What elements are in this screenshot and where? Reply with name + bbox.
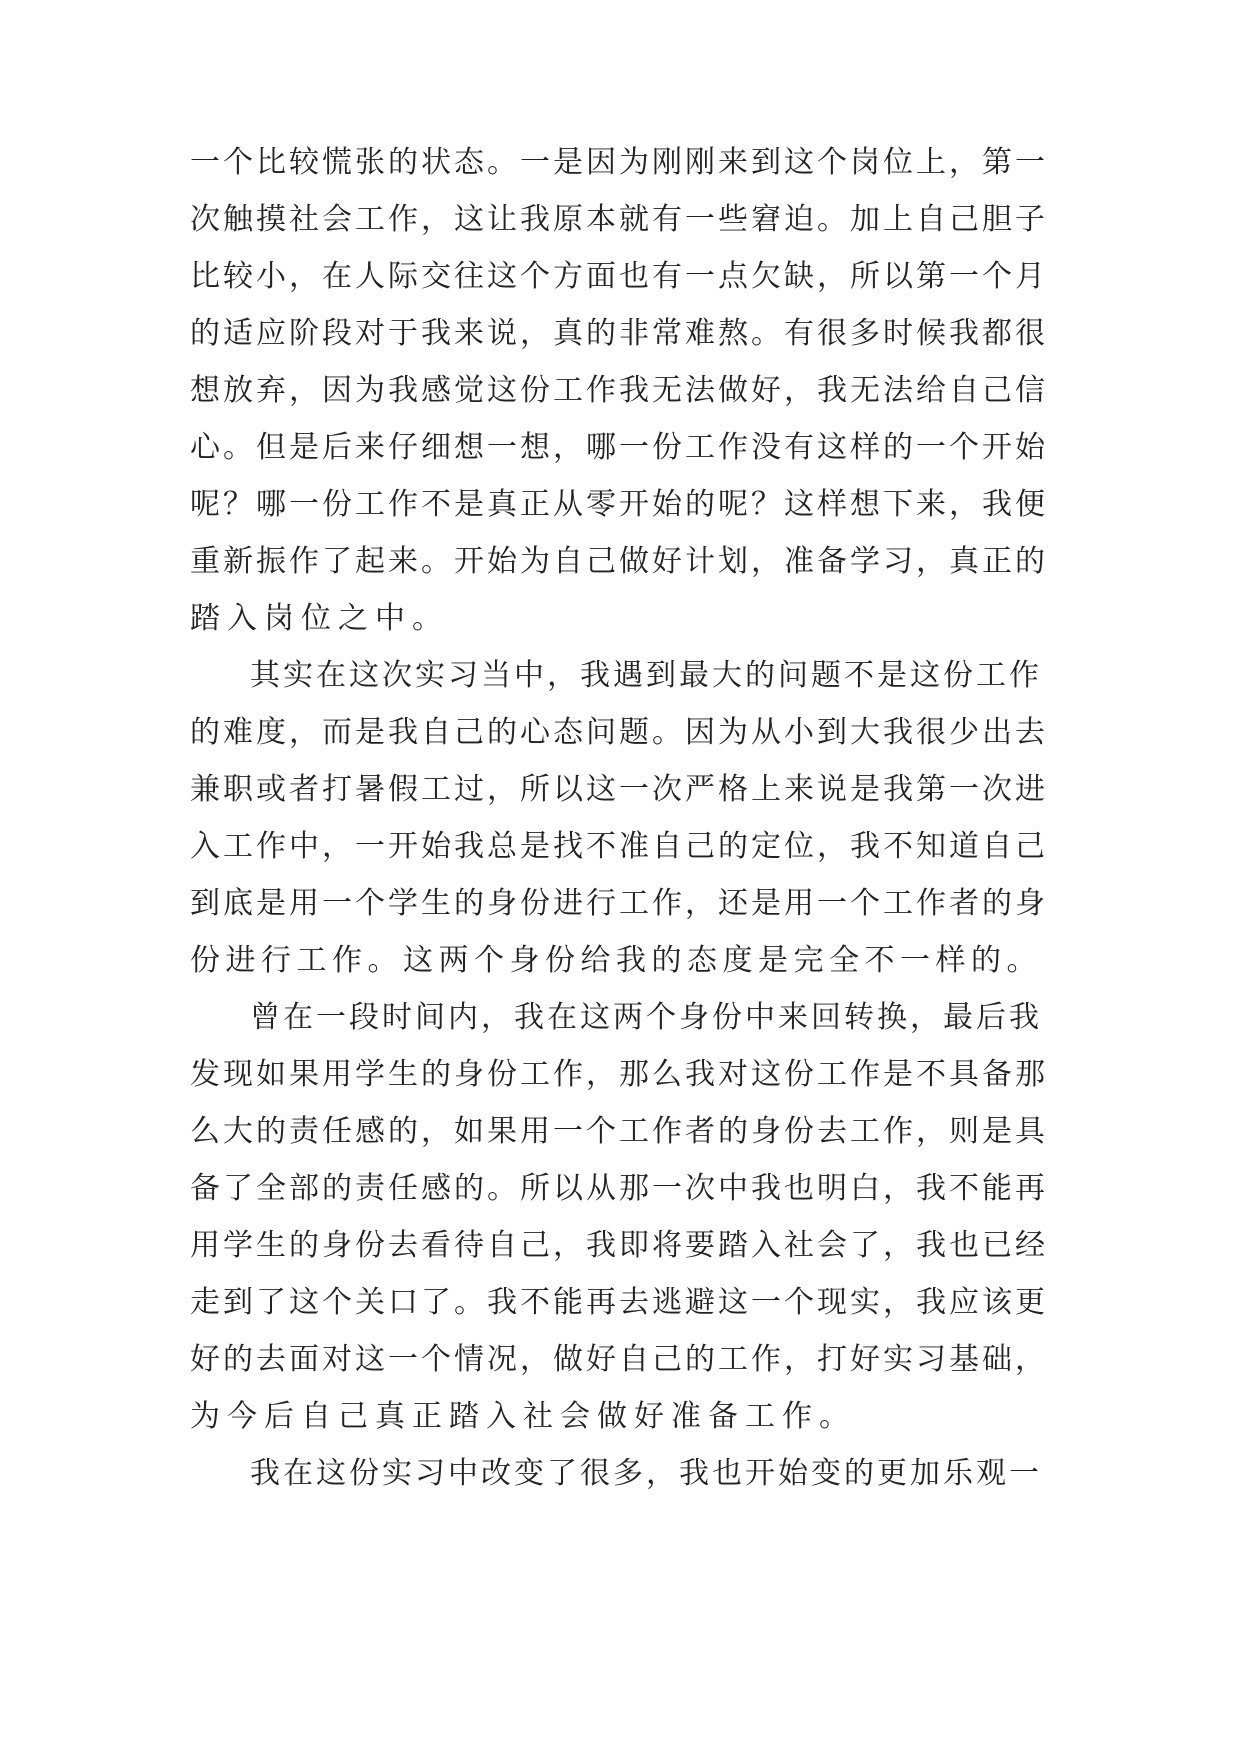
- text-line: 的适应阶段对于我来说，真的非常难熬。有很多时候我都很: [190, 316, 1048, 351]
- text-line: 次触摸社会工作，这让我原本就有一些窘迫。加上自己胆子: [190, 202, 1048, 237]
- text-line: 走到了这个关口了。我不能再去逃避这一个现实，我应该更: [190, 1285, 1048, 1320]
- document-body: [190, 134, 1052, 1502]
- text-line: 用学生的身份去看待自己，我即将要踏入社会了，我也已经: [190, 1228, 1048, 1263]
- text-line: 到底是用一个学生的身份进行工作，还是用一个工作者的身: [190, 886, 1048, 921]
- text-line: 备了全部的责任感的。所以从那一次中我也明白，我不能再: [190, 1171, 1048, 1206]
- text-line: 的难度，而是我自己的心态问题。因为从小到大我很少出去: [190, 715, 1048, 750]
- text-line: 重新振作了起来。开始为自己做好计划，准备学习，真正的: [190, 544, 1048, 579]
- text-line: 入工作中，一开始我总是找不准自己的定位，我不知道自己: [190, 829, 1048, 864]
- text-line: 一个比较慌张的状态。一是因为刚刚来到这个岗位上，第一: [190, 145, 1048, 180]
- text-line: 兼职或者打暑假工过，所以这一次严格上来说是我第一次进: [190, 772, 1048, 807]
- text-line: 呢？哪一份工作不是真正从零开始的呢？这样想下来，我便: [190, 487, 1048, 522]
- text-line: 份进行工作。这两个身份给我的态度是完全不一样的。: [190, 943, 1042, 978]
- text-line: 发现如果用学生的身份工作，那么我对这份工作是不具备那: [190, 1057, 1048, 1092]
- text-line: 想放弃，因为我感觉这份工作我无法做好，我无法给自己信: [190, 373, 1048, 408]
- text-line: 好的去面对这一个情况，做好自己的工作，打好实习基础，: [190, 1342, 1048, 1377]
- text-line: 踏入岗位之中。: [190, 601, 449, 636]
- paragraph-first-line: 曾在一段时间内，我在这两个身份中来回转换，最后我: [250, 1000, 1042, 1035]
- text-line: 为今后自己真正踏入社会做好准备工作。: [190, 1399, 856, 1434]
- paragraph-first-line: 其实在这次实习当中，我遇到最大的问题不是这份工作: [250, 658, 1042, 693]
- paragraph-first-line: 我在这份实习中改变了很多，我也开始变的更加乐观一: [250, 1456, 1042, 1491]
- text-line: 心。但是后来仔细想一想，哪一份工作没有这样的一个开始: [190, 430, 1048, 465]
- text-line: 么大的责任感的，如果用一个工作者的身份去工作，则是具: [190, 1114, 1048, 1149]
- text-line: 比较小，在人际交往这个方面也有一点欠缺，所以第一个月: [190, 259, 1048, 294]
